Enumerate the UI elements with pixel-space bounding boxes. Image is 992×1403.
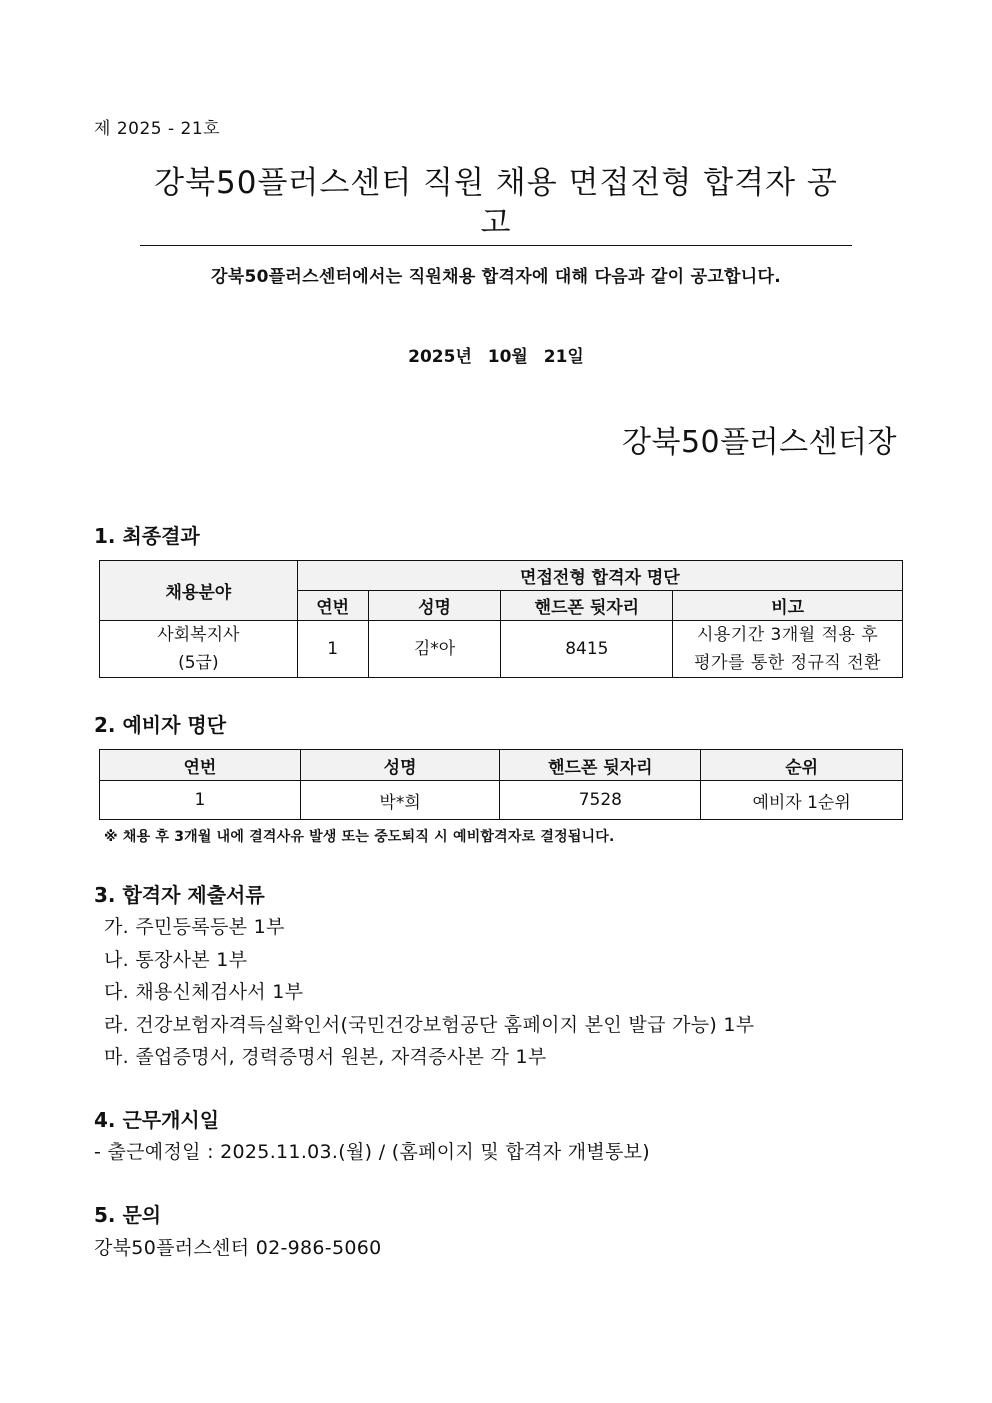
header-no: 연번 <box>100 750 301 781</box>
cell-phone: 8415 <box>501 621 673 678</box>
cell-no: 1 <box>100 781 301 820</box>
document-number: 제 2025 - 21호 <box>94 119 221 139</box>
document-item: 다. 채용신체검사서 1부 <box>104 981 304 1003</box>
reserve-list-table <box>99 749 903 820</box>
cell-rank: 예비자 1순위 <box>701 781 903 820</box>
section-heading-reserve-list: 2. 예비자 명단 <box>94 713 227 737</box>
contact-text: 강북50플러스센터 02-986-5060 <box>94 1237 382 1259</box>
announcement-date: 2025년 10월 21일 <box>408 347 584 367</box>
header-group: 면접전형 합격자 명단 <box>297 561 902 591</box>
header-phone: 핸드폰 뒷자리 <box>501 591 673 621</box>
document-item: 라. 건강보험자격득실확인서(국민건강보험공단 홈페이지 본인 발급 가능) 1부 <box>104 1014 755 1036</box>
cell-field <box>100 621 298 678</box>
header-name: 성명 <box>368 591 501 621</box>
table-row <box>100 781 903 820</box>
page-title: 강북50플러스센터 직원 채용 면접전형 합격자 공고 <box>140 163 852 246</box>
final-result-table <box>99 560 903 678</box>
cell-remark <box>673 621 903 678</box>
document-item: 나. 통장사본 1부 <box>104 949 248 971</box>
cell-phone: 7528 <box>500 781 701 820</box>
start-date-text: - 출근예정일 : 2025.11.03.(월) / (홈페이지 및 합격자 개별통보) <box>94 1141 651 1163</box>
field-line2: (5급) <box>178 653 219 673</box>
cell-name: 박*희 <box>300 781 500 820</box>
remark-line2: 평가를 통한 정규직 전환 <box>694 653 882 673</box>
header-remark: 비고 <box>673 591 903 621</box>
header-phone: 핸드폰 뒷자리 <box>500 750 701 781</box>
section-heading-contact: 5. 문의 <box>94 1203 162 1227</box>
table-row <box>100 621 903 678</box>
field-line1: 사회복지사 <box>157 625 240 645</box>
remark-line1: 시용기간 3개월 적용 후 <box>696 625 879 645</box>
section-heading-documents: 3. 합격자 제출서류 <box>94 883 265 907</box>
header-field: 채용분야 <box>100 561 298 621</box>
reserve-note: ※ 채용 후 3개월 내에 결격사유 발생 또는 중도퇴직 시 예비합격자로 결정됩니다. <box>104 829 615 845</box>
signer: 강북50플러스센터장 <box>621 425 897 460</box>
header-no: 연번 <box>297 591 368 621</box>
document-item: 마. 졸업증명서, 경력증명서 원본, 자격증사본 각 1부 <box>104 1046 547 1068</box>
section-heading-final-result: 1. 최종결과 <box>94 524 200 548</box>
cell-no: 1 <box>297 621 368 678</box>
header-rank: 순위 <box>701 750 903 781</box>
document-item: 가. 주민등록등본 1부 <box>104 916 285 938</box>
header-name: 성명 <box>300 750 500 781</box>
intro-text: 강북50플러스센터에서는 직원채용 합격자에 대해 다음과 같이 공고합니다. <box>211 267 781 287</box>
cell-name: 김*아 <box>368 621 501 678</box>
section-heading-start-date: 4. 근무개시일 <box>94 1108 220 1132</box>
